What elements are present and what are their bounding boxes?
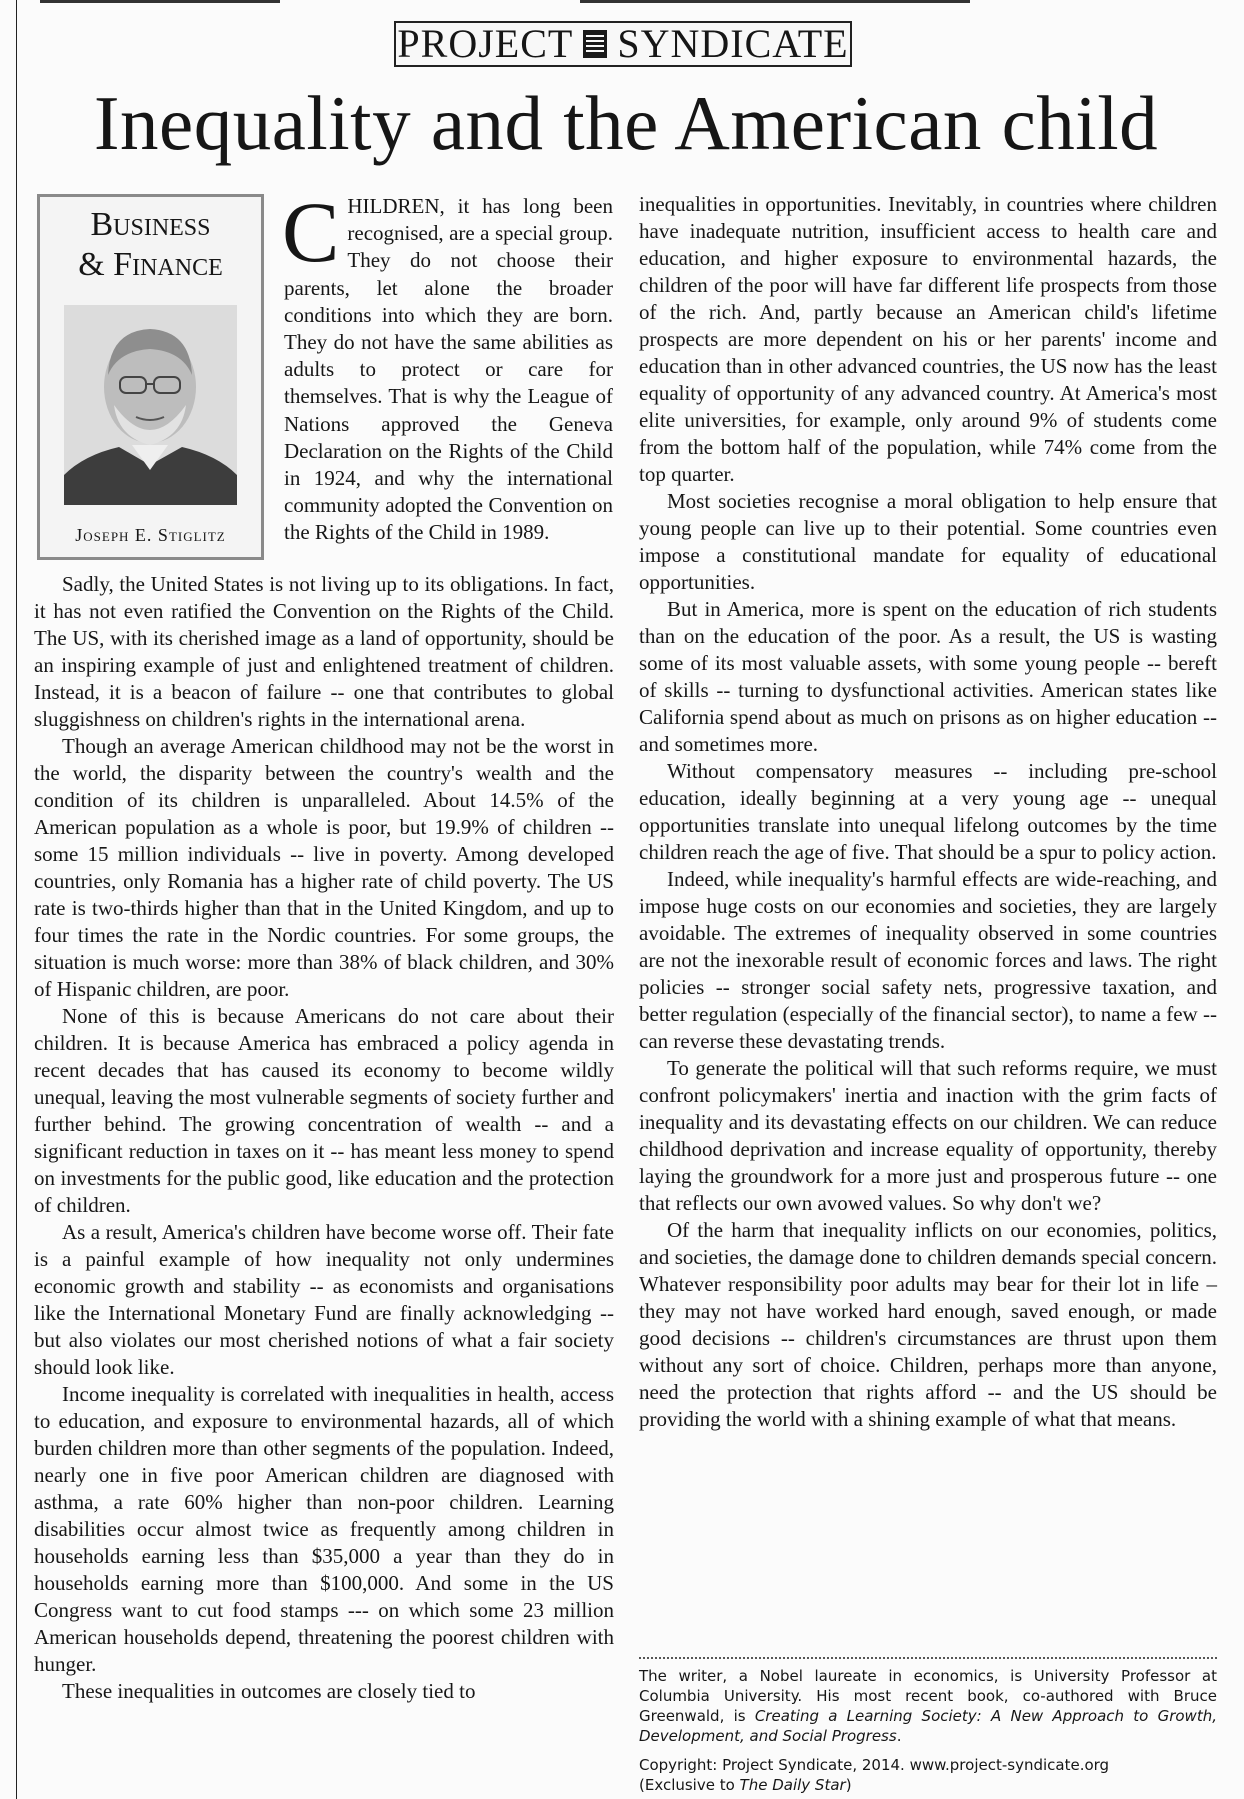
book-title: Creating a Learning Society: A New Approach to Growth, Development, and Social Progress bbox=[639, 1707, 1217, 1745]
paragraph: Sadly, the United States is not living up to its obligations. In fact, it has not even ratified the Convention on the Rights of the Child. The US, with its cherished image as a land of opportunity, should be an inspiring example of just and enlightened treatment of children. Instead, it is a beacon of failure -- one that contributes to global sluggishness on children's rights in the international arena. bbox=[34, 572, 614, 731]
headline: Inequality and the American child bbox=[93, 80, 1159, 166]
bio-text: The writer, a Nobel laureate in economics, is University Professor at Columbia University. His most recent book, co-authored with Bruce Greenwald, is bbox=[639, 1667, 1217, 1725]
exclusive-suffix: ) bbox=[845, 1776, 852, 1794]
newspaper-name: The Daily Star bbox=[739, 1776, 846, 1794]
paragraph: inequalities in opportunities. Inevitably, in countries where children have inadequate nutrition, insufficient access to health care and education, and higher exposure to environmental hazards, the children of the poor will have far different life prospects from those of the rich. And, partly because an American child's lifetime prospects are more dependent on his or her parents' income and education than in other advanced countries, the US now has the least equality of opportunity of any advanced country. At America's most elite universities, for example, only around 9% of students come from the bottom half of the population, while 74% come from the top quarter. bbox=[639, 192, 1217, 486]
footer-divider bbox=[639, 1657, 1217, 1659]
paragraph: As a result, America's children have become worse off. Their fate is a painful example of how inequality not only undermines economic growth and stability -- as economists and organisations like the International Monetary Fund are finally acknowledging -- but also violates our most cherished notions of what a fair society should look like. bbox=[34, 1220, 614, 1379]
article-column-2 bbox=[639, 191, 1217, 1433]
author-bio bbox=[639, 1666, 1217, 1746]
masthead-right: SYNDICATE bbox=[617, 21, 849, 66]
syndicate-logo-icon bbox=[583, 30, 607, 58]
drop-cap: C bbox=[282, 184, 340, 280]
paragraph: But in America, more is spent on the education of rich students than on the education of the poor. As a result, the US is wasting some of its most valuable assets, with some young people -- bereft of skills -- turning to dysfunctional activities. American states like California spend about as much on prisons as on higher education -- and sometimes more. bbox=[639, 597, 1217, 756]
paragraph: Indeed, while inequality's harmful effects are wide-reaching, and impose huge costs on our economies and societies, they are largely avoidable. The extremes of inequality observed in some countries are not the inexorable result of economic forces and laws. The right policies -- stronger social safety nets, progressive taxation, and better regulation (especially of the financial sector), to name a few -- can reverse these devastating trends. bbox=[639, 867, 1217, 1053]
paragraph: Without compensatory measures -- including pre-school education, ideally beginning at a very young age -- unequal opportunities translate into unequal lifelong outcomes by the time children reach the age of five. That should be a spur to policy action. bbox=[639, 759, 1217, 864]
paragraph: Though an average American childhood may not be the worst in the world, the disparity between the country's wealth and the condition of its children is unparalleled. About 14.5% of the American population as a whole is poor, but 19.9% of children -- some 15 million individuals -- live in poverty. Among developed countries, only Romania has a higher rate of child poverty. The US rate is two-thirds higher than that in the United Kingdom, and up to four times the rate in the Nordic countries. For some groups, the situation is much worse: more than 38% of black children, and 30% of Hispanic children, are poor. bbox=[34, 734, 614, 1001]
author-portrait bbox=[64, 305, 237, 505]
paragraph: Most societies recognise a moral obligation to help ensure that young people can live up to their potential. Some countries even impose a constitutional mandate for equality of educational opportunities. bbox=[639, 489, 1217, 594]
exclusive-prefix: (Exclusive to bbox=[639, 1776, 740, 1794]
copyright-notice bbox=[639, 1755, 1217, 1795]
bio-suffix: . bbox=[896, 1727, 902, 1745]
masthead-left: PROJECT bbox=[397, 21, 574, 66]
top-cropped-line-right bbox=[580, 0, 970, 3]
article-column-1 bbox=[34, 571, 614, 1705]
paragraph: These inequalities in outcomes are closely tied to bbox=[62, 1679, 476, 1703]
masthead bbox=[394, 21, 852, 67]
paragraph: To generate the political will that such reforms require, we must confront policymakers' inertia and inaction with the grim facts of inequality and its devastating effects on our children. We can reduce childhood deprivation and increase equality of opportunity, thereby laying the groundwork for a more just and prosperous future -- one that reflects our own avowed values. So why don't we? bbox=[639, 1056, 1217, 1215]
paragraph: Income inequality is correlated with inequalities in health, access to education, and exposure to environmental hazards, all of which burden children more than other segments of the population. Indeed, nearly one in five poor American children are diagnosed with asthma, a rate 60% higher than non-poor children. Learning disabilities occur almost twice as frequently among children in households earning less than $35,000 a year than they do in households earning more than $100,000. And some in the US Congress want to cut food stamps --- on which some 23 million American households depend, threatening the poorest children with hunger. bbox=[34, 1382, 614, 1676]
copyright-line: Copyright: Project Syndicate, 2014. www.project-syndicate.org bbox=[639, 1756, 1110, 1774]
author-name: Joseph E. Stiglitz bbox=[75, 525, 226, 545]
intro-text: HILDREN, it has long been recognised, are a special group. They do not choose their parents, let alone the broader conditions into which they are born. They do not have the same abilities as adults to protect or care for themselves. That is why the League of Nations approved the Geneva Declaration on the Rights of the Child in 1924, and why the international community adopted the Convention on the Rights of the Child in 1989. bbox=[284, 194, 613, 545]
paragraph: None of this is because Americans do not care about their children. It is because America has embraced a policy agenda in recent decades that has caused its economy to become wildly unequal, leaving the most vulnerable segments of society further and further behind. The growing concentration of wealth -- and a significant reduction in taxes on it -- has meant less money to spend on investments for the public good, like education and the protection of children. bbox=[34, 1004, 614, 1217]
top-cropped-line-left bbox=[40, 0, 280, 3]
paragraph: Of the harm that inequality inflicts on our economies, politics, and societies, the damage done to children demands special concern. Whatever responsibility poor adults may bear for their lot in life – they may not have worked hard enough, saved enough, or made good decisions -- children's circumstances are thrust upon them without any sort of choice. Children, perhaps more than anyone, need the protection that rights afford -- and the US should be providing the world with a shining example of what that means. bbox=[639, 1218, 1217, 1431]
page-left-rule bbox=[16, 0, 17, 1799]
intro-paragraph bbox=[282, 184, 613, 547]
section-label-line1: Business bbox=[90, 206, 211, 243]
byline-box bbox=[37, 194, 264, 560]
section-label-line2: & Finance bbox=[78, 246, 223, 283]
section-label bbox=[40, 205, 261, 285]
